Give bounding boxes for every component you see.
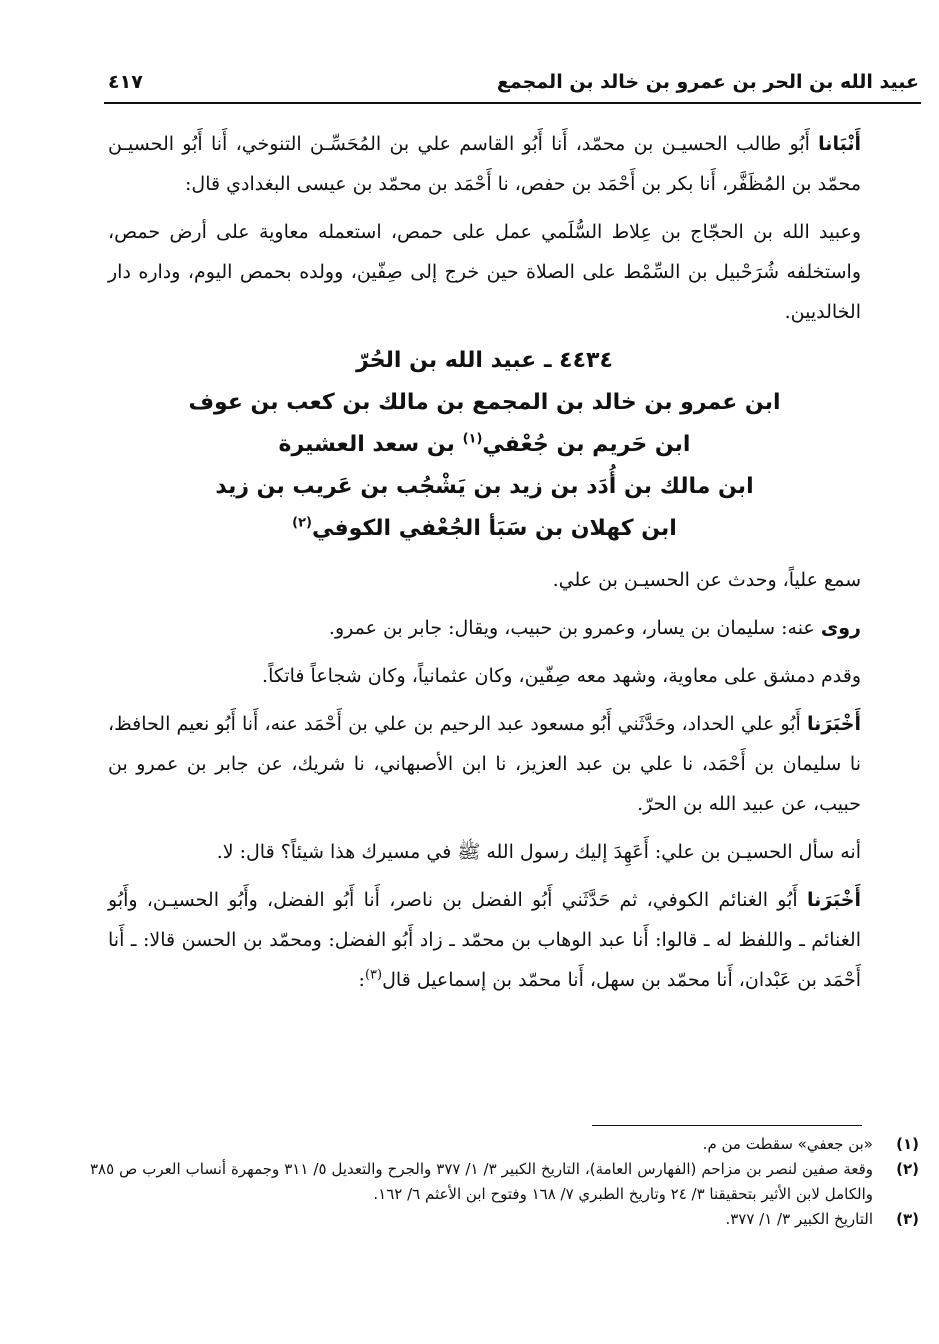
paragraph-heard: سمع علياً، وحدث عن الحسيـن بن علي. <box>552 569 861 591</box>
entry-line-3-part-a: ابن حَريم بن جُعْفي <box>482 432 691 457</box>
transmission-term: أَخْبَرَنا <box>806 889 861 911</box>
entry-line-4: ابن مالك بن أُدَد بن زيد بن يَشْجُب بن عَريب بن زيد <box>215 474 754 499</box>
page-number: ٤١٧ <box>108 71 143 93</box>
entry-line-3-part-b: بن سعد العشيرة <box>278 432 455 457</box>
footnote-number: (٣) <box>896 1210 919 1228</box>
footnote-1 <box>90 1132 919 1157</box>
paragraph-end: : <box>358 969 365 991</box>
main-text <box>108 124 861 1008</box>
paragraph-text: عنه: سليمان بن يسار، وعمرو بن حبيب، ويقال: جابر بن عمرو. <box>328 617 815 639</box>
footnote-ref-2: (٢) <box>292 515 312 531</box>
paragraph-text: أَبُو طالب الحسيـن بن محمّد، أَنا أَبُو القاسم علي بن المُحَسِّـن التنوخي، أَنا أَبُو الحسيـن محمّد بن المُظَفَّر، أَنا بكر بن أَحْمَد بن حفص، نا أَحْمَد بن محمّد بن عيسى البغدادي قال: <box>108 133 861 195</box>
footnote-text: وقعة صفين لنصر بن مزاحم (الفهارس العامة)، التاريخ الكبير ٣/ ١/ ٣٧٧ والجرح والتعديل ٥/ ٣١١ وجمهرة أنساب العرب ص ٣٨٥ والكامل لابن الأثير بتحقيقنا ٣/ ٢٤ وتاريخ الطبري ٧/ ١٦٨ وفتوح ابن الأعثم ٦/ ١٦٢. <box>90 1160 873 1203</box>
running-header <box>108 66 919 98</box>
footnote-ref-3: (٣) <box>364 967 383 983</box>
paragraph-narrators <box>108 608 861 648</box>
footnote-separator <box>592 1125 862 1126</box>
paragraph-text: أَبُو الغنائم الكوفي، ثم حَدَّثَني أَبُو الفضل بن ناصر، أَنا أَبُو الفضل، وأَبُو الحسيـن، وأَبُو الغنائم ـ واللفظ له ـ قالوا: أَنا عبد الوهاب بن محمّد ـ زاد أَبُو الفضل: ومحمّد بن الحسن قالا: ـ أَنا أَحْمَد بن عَبْدان، أَنا محمّد بن سهل، أَنا محمّد بن إسماعيل قال <box>108 889 861 991</box>
paragraph-isnad-2 <box>108 704 861 824</box>
footnote-number: (٢) <box>896 1160 919 1178</box>
transmission-term: أَنْبَانا <box>818 133 861 155</box>
paragraph-damascus: وقدم دمشق على معاوية، وشهد معه صِفّين، وكان عثمانياً، وكان شجاعاً فاتكاً. <box>262 665 861 687</box>
entry-line-2: ابن عمرو بن خالد بن المجمع بن مالك بن كعب بن عوف <box>188 390 781 415</box>
footnote-2 <box>90 1157 919 1207</box>
footnote-ref-1: (١) <box>462 431 483 447</box>
biography-entry-heading <box>108 340 861 550</box>
paragraph-isnad-1 <box>108 124 861 204</box>
header-rule <box>104 102 921 104</box>
footnotes <box>90 1132 919 1232</box>
footnote-number: (١) <box>896 1135 919 1153</box>
paragraph-narration: وعبيد الله بن الحجّاج بن عِلاط السُّلَمي عمل على حمص، استعمله معاوية على أرض حمص، واستخلفه شُرَحْبيل بن السِّمْط على الصلاة حين خرج إلى صِفّين، وولده بحمص اليوم، وداره دار الخالديين. <box>108 221 861 323</box>
footnote-text: «بن جعفي» سقطت من م. <box>702 1135 873 1153</box>
paragraph-isnad-3 <box>108 880 861 1000</box>
entry-line-3 <box>108 424 861 466</box>
transmission-term: روى <box>820 617 861 639</box>
footnote-text: التاريخ الكبير ٣/ ١/ ٣٧٧. <box>725 1210 873 1228</box>
footnote-3 <box>90 1207 919 1232</box>
entry-line-5-text: ابن كهلان بن سَبَأ الجُعْفي الكوفي <box>311 516 677 541</box>
entry-line-1: ٤٤٣٤ ـ عبيد الله بن الحُرّ <box>356 348 613 373</box>
paragraph-question: أنه سأل الحسيـن بن علي: أَعَهِدَ إليك رسول الله ﷺ في مسيرك هذا شيئاً؟ قال: لا. <box>216 841 861 863</box>
running-title: عبيد الله بن الحر بن عمرو بن خالد بن المجمع <box>496 71 919 93</box>
paragraph-text: أَبُو علي الحداد، وحَدَّثَني أَبُو مسعود عبد الرحيم بن علي بن أَحْمَد عنه، أَنا أَبُو نعيم الحافظ، نا سليمان بن أَحْمَد، نا علي بن عبد العزيز، نا ابن الأصبهاني، نا شريك، عن جابر بن عمرو بن حبيب، عن عبيد الله بن الحرّ. <box>108 713 861 815</box>
transmission-term: أَخْبَرَنا <box>806 713 862 735</box>
entry-line-5 <box>108 508 861 550</box>
